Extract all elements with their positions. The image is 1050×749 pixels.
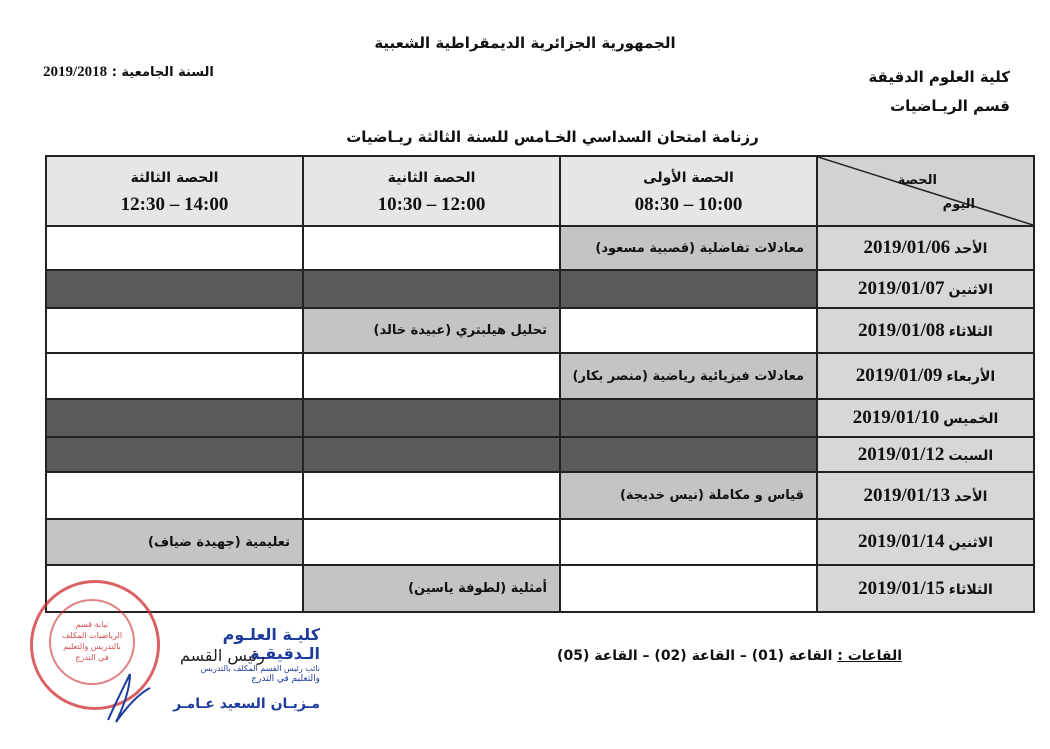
stamp-faculty: كليـة العلـوم الـدقيقـة [222, 625, 320, 663]
empty-slot [560, 565, 817, 612]
department-head-signature-label: رئيس القسم [180, 646, 265, 665]
blocked-slot [46, 437, 303, 472]
exam-subject: تعليمية (جهيدة ضياف) [148, 534, 290, 550]
empty-slot [560, 308, 817, 353]
period-name: الحصة الأولى [643, 170, 734, 186]
rooms-label: القاعات : [837, 648, 902, 664]
department-name: قسم الريـاضيات [890, 97, 1010, 115]
blocked-slot [46, 270, 303, 308]
day-name: الثلاثاء [948, 581, 993, 598]
exam-slot [560, 353, 817, 399]
day-cell [817, 519, 1034, 565]
stamp-official-name: مـزيـان السعيد عـامـر [173, 696, 320, 712]
table-row [46, 437, 1034, 472]
blocked-slot [560, 399, 817, 437]
corner-period-label: الحصة [897, 173, 937, 188]
table-row [46, 270, 1034, 308]
table-row [46, 565, 1034, 612]
period-header-3 [46, 156, 303, 226]
header-row [46, 156, 1034, 226]
day-cell [817, 565, 1034, 612]
empty-slot [46, 472, 303, 519]
stamp-role: نائب رئيس القسم المكلف بالتدريس [200, 664, 320, 673]
day-date: 2019/01/14 [857, 531, 945, 552]
empty-slot [46, 226, 303, 270]
faculty-name: كلية العلوم الدقيقة [868, 68, 1010, 86]
schedule-body [46, 226, 1034, 612]
period-header-1 [560, 156, 817, 226]
exam-slot [46, 519, 303, 565]
handwritten-signature [100, 668, 160, 728]
exam-slot [303, 308, 560, 353]
day-name: الأحد [954, 488, 988, 505]
day-cell [817, 308, 1034, 353]
day-name: الأحد [954, 241, 988, 257]
stamp-line: نيابة قسم [75, 620, 109, 629]
exam-schedule-table [45, 155, 1035, 613]
exam-subject: قياس و مكاملة (نيس خديجة) [619, 488, 804, 503]
exam-subject: معادلات تفاضلية (قصبية مسعود) [595, 240, 804, 256]
period-name: الحصة الثانية [387, 170, 476, 186]
academic-year [43, 64, 214, 81]
academic-year-label: السنة الجامعية : [111, 65, 214, 80]
empty-slot [46, 308, 303, 353]
period-header-2 [303, 156, 560, 226]
day-cell [817, 399, 1034, 437]
day-cell [817, 226, 1034, 270]
day-name: الثلاثاء [948, 323, 993, 340]
stamp-line: في التدرج [75, 653, 109, 662]
day-name: الأربعاء [946, 369, 996, 385]
exam-subject: معادلات فيزيائية رياضية (منصر بكار) [572, 368, 804, 384]
day-date: 2019/01/09 [855, 365, 943, 386]
empty-slot [560, 519, 817, 565]
republic-heading: الجمهورية الجزائرية الديمقراطية الشعبية [374, 34, 676, 52]
table-row [46, 226, 1034, 270]
day-date: 2019/01/12 [857, 443, 945, 465]
empty-slot [303, 519, 560, 565]
day-date: 2019/01/06 [863, 237, 951, 258]
period-name: الحصة الثالثة [130, 170, 219, 186]
corner-diagonal [818, 157, 1033, 225]
blocked-slot [303, 399, 560, 437]
table-row [46, 519, 1034, 565]
period-time: 08:30 – 10:00 [634, 194, 743, 215]
day-cell [817, 270, 1034, 308]
empty-slot [303, 472, 560, 519]
exam-subject: أمثلية (لطوفة ياسين) [408, 581, 547, 596]
period-time: 10:30 – 12:00 [377, 194, 486, 215]
table-row [46, 308, 1034, 353]
rooms-line [557, 648, 902, 664]
day-cell [817, 472, 1034, 519]
exam-subject: تحليل هيلبتري (عبيدة خالد) [373, 323, 547, 338]
corner-header [817, 156, 1034, 226]
day-name: الاثنين [948, 535, 994, 551]
day-name: الخميس [943, 411, 999, 427]
rooms-value: القاعة (01) – القاعة (02) – القاعة (05) [557, 648, 833, 664]
day-date: 2019/01/10 [852, 407, 940, 428]
blocked-slot [46, 399, 303, 437]
day-cell [817, 353, 1034, 399]
blocked-slot [303, 437, 560, 472]
stamp-line: بالتدريس والتعليم [63, 642, 121, 651]
exam-slot [303, 565, 560, 612]
corner-day-label: اليوم [942, 197, 975, 212]
exam-slot [560, 472, 817, 519]
day-date: 2019/01/08 [858, 319, 945, 341]
day-date: 2019/01/13 [863, 484, 951, 506]
table-row [46, 399, 1034, 437]
day-date: 2019/01/07 [857, 278, 945, 299]
period-time: 12:30 – 14:00 [120, 194, 229, 215]
blocked-slot [560, 437, 817, 472]
empty-slot [303, 226, 560, 270]
day-name: الاثنين [948, 282, 994, 298]
empty-slot [46, 353, 303, 399]
empty-slot [303, 353, 560, 399]
table-row [46, 353, 1034, 399]
day-cell [817, 437, 1034, 472]
stamp-role-2: والتعليم في التدرج [251, 674, 320, 684]
stamp-line: الرياضيات المكلف [61, 631, 123, 640]
blocked-slot [303, 270, 560, 308]
schedule-title: رزنامة امتحان السداسي الخـامس للسنة الثالثة ريـاضيات [346, 128, 759, 146]
blocked-slot [560, 270, 817, 308]
department-stamp [160, 625, 320, 712]
exam-slot [560, 226, 817, 270]
day-date: 2019/01/15 [858, 577, 945, 599]
table-row [46, 472, 1034, 519]
day-name: السبت [948, 447, 994, 464]
academic-year-value: 2019/2018 [43, 64, 108, 80]
